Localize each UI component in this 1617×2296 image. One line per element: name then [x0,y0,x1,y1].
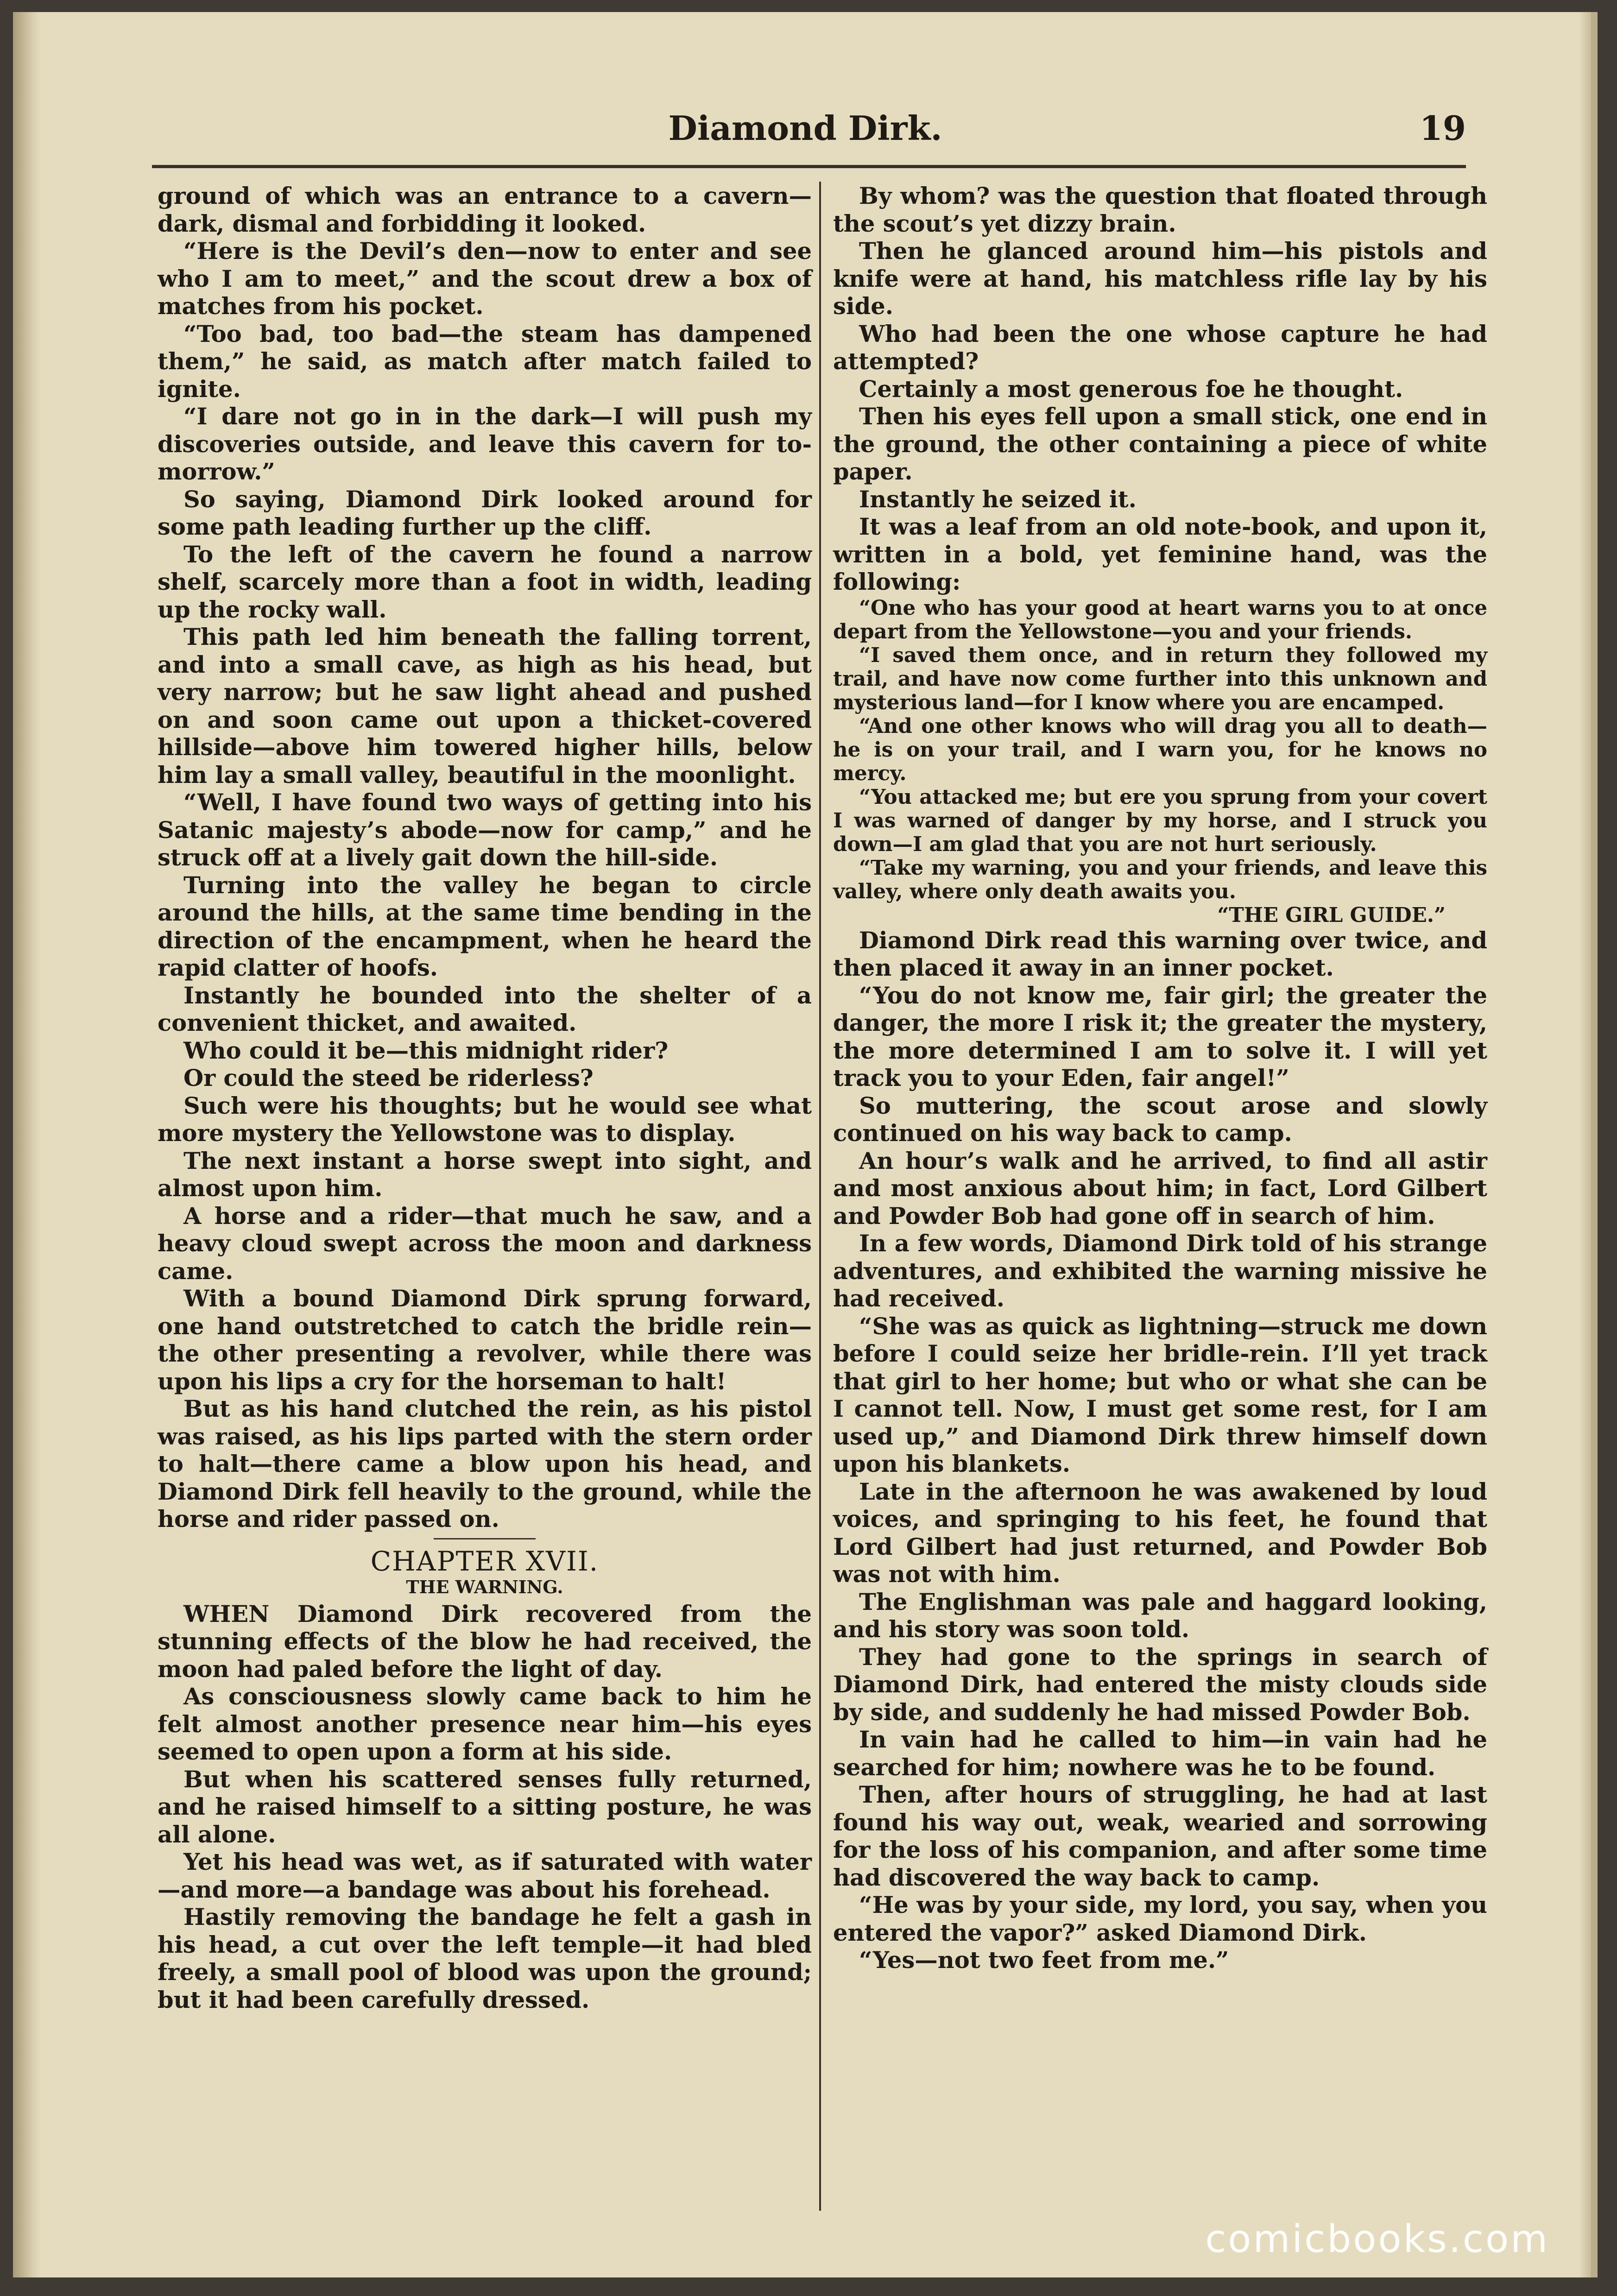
paragraph: In vain had he called to him—in vain had he searched for him; nowhere was he to be found. [833,1726,1487,1781]
paragraph: “He was by your side, my lord, you say, when you entered the vapor?” asked Diamond Dirk. [833,1892,1487,1946]
watermark: comicbooks.com [1205,2217,1549,2261]
paragraph: The next instant a horse swept into sight, and almost upon him. [158,1147,812,1202]
paragraph: This path led him beneath the falling torrent, and into a small cave, as high as his head, but very narrow; but he saw light ahead and pushed on and soon came out upon a thicket-covered hillside—above him towered higher hills, below him lay a small valley, beautiful in the moonlight. [158,624,812,788]
paragraph: ground of which was an entrance to a cavern—dark, dismal and forbidding it looked. [158,183,812,237]
paragraph: So muttering, the scout arose and slowly continued on his way back to camp. [833,1092,1487,1147]
chapter-title: CHAPTER XVII. [370,1545,599,1577]
paragraph: “Well, I have found two ways of getting into his Satanic majesty’s abode—now for camp,” and he struck off at a lively gait down the hill-side. [158,789,812,871]
paragraph: “Too bad, too bad—the steam has dampened them,” he said, as match after match failed to ignite. [158,320,812,403]
paragraph: “And one other knows who will drag you all to death—he is on your trail, and I warn you, for he knows no mercy. [833,714,1487,785]
paragraph: Then, after hours of struggling, he had at last found his way out, weak, wearied and sorrowing for the loss of his companion, and after some time had discovered the way back to camp. [833,1781,1487,1891]
paragraph: “I dare not go in in the dark—I will push my discoveries outside, and leave this cavern for to-morrow.” [158,403,812,485]
paragraph: Late in the afternoon he was awakened by loud voices, and springing to his feet, he found that Lord Gilbert had just returned, and Powder Bob was not with him. [833,1478,1487,1588]
paragraph: “Here is the Devil’s den—now to enter and see who I am to meet,” and the scout drew a box of matches from his pocket. [158,238,812,320]
running-title: Diamond Dirk. [668,108,942,148]
chapter-rule [434,1538,536,1539]
paragraph: “Yes—not two feet from me.” [859,1947,1229,1974]
column-divider [819,182,821,2211]
paragraph: So saying, Diamond Dirk looked around for some path leading further up the cliff. [158,486,812,540]
left-column [158,183,812,2014]
paragraph: “THE GIRL GUIDE.” [1217,903,1446,927]
paragraph: “One who has your good at heart warns you to at once depart from the Yellowstone—you and your friends. [833,596,1487,643]
paragraph: Who had been the one whose capture he had attempted? [833,320,1487,375]
paragraph: Or could the steed be riderless? [183,1065,594,1091]
paragraph: Such were his thoughts; but he would see what more mystery the Yellowstone was to display. [158,1092,812,1147]
chapter-heading [158,1538,812,1598]
paragraph: WHEN Diamond Dirk recovered from the stunning effects of the blow he had received, the moon had paled before the light of day. [158,1600,812,1683]
paragraph: “You attacked me; but ere you sprung from your covert I was warned of danger by my horse, and I struck you down—I am glad that you are not hurt seriously. [833,785,1487,856]
paragraph: In a few words, Diamond Dirk told of his strange adventures, and exhibited the warning missive he had received. [833,1230,1487,1312]
right-paragraphs [833,183,1487,1974]
paragraph: Instantly he seized it. [859,486,1137,513]
paragraph: They had gone to the springs in search of Diamond Dirk, had entered the misty clouds side by side, and suddenly he had missed Powder Bob. [833,1643,1487,1726]
paragraph: Then his eyes fell upon a small stick, one end in the ground, the other containing a piece of white paper. [833,403,1487,485]
paragraph: Then he glanced around him—his pistols and knife were at hand, his matchless rifle lay by his side. [833,238,1487,320]
paragraph: The Englishman was pale and haggard looking, and his story was soon told. [833,1588,1487,1643]
header-rule [152,165,1466,168]
paragraph: But as his hand clutched the rein, as his pistol was raised, as his lips parted with the stern order to halt—there came a blow upon his head, and Diamond Dirk fell heavily to the ground, while the horse and rider passed on. [158,1395,812,1533]
page-edge-shadow [1579,12,1591,2277]
chapter-subtitle: THE WARNING. [406,1576,563,1597]
paragraph: An hour’s walk and he arrived, to find all astir and most anxious about him; in fact, Lord Gilbert and Powder Bob had gone off in search of him. [833,1147,1487,1230]
paragraph: Diamond Dirk read this warning over twice, and then placed it away in an inner pocket. [833,927,1487,981]
page-binding-shadow [13,12,41,2277]
paragraph: A horse and a rider—that much he saw, and a heavy cloud swept across the moon and darkness came. [158,1202,812,1285]
book-page [13,12,1598,2277]
right-column [833,183,1487,1974]
paragraph: Who could it be—this midnight rider? [183,1037,669,1064]
paragraph: By whom? was the question that floated through the scout’s yet dizzy brain. [833,183,1487,237]
paragraph: It was a leaf from an old note-book, and upon it, written in a bold, yet feminine hand, was the following: [833,513,1487,595]
page-number: 19 [1419,108,1466,148]
paragraph: “She was as quick as lightning—struck me down before I could seize her bridle-rein. I’ll yet track that girl to her home; but who or what she can be I cannot tell. Now, I must get some rest, for I am used up,” and Diamond Dirk threw himself down upon his blankets. [833,1312,1487,1477]
paragraph: To the left of the cavern he found a narrow shelf, scarcely more than a foot in width, leading up the rocky wall. [158,541,812,623]
paragraph: As consciousness slowly came back to him he felt almost another presence near him—his eyes seemed to open upon a form at his side. [158,1683,812,1765]
left-paragraphs [158,183,812,1533]
chapter-paragraphs [158,1601,812,2014]
paragraph: Instantly he bounded into the shelter of a convenient thicket, and awaited. [158,982,812,1036]
paragraph: Certainly a most generous foe he thought. [859,375,1403,403]
paragraph: With a bound Diamond Dirk sprung forward, one hand outstretched to catch the bridle rein—the other presenting a revolver, while there was upon his lips a cry for the horseman to halt! [158,1285,812,1395]
paragraph: Turning into the valley he began to circle around the hills, at the same time bending in the direction of the encampment, when he heard the rapid clatter of hoofs. [158,871,812,981]
paragraph: “Take my warning, you and your friends, and leave this valley, where only death awaits you. [833,856,1487,903]
paragraph: “You do not know me, fair girl; the greater the danger, the more I risk it; the greater the mystery, the more determined I am to solve it. I will yet track you to your Eden, fair angel!” [833,982,1487,1091]
paragraph: But when his scattered senses fully returned, and he raised himself to a sitting posture, he was all alone. [158,1766,812,1848]
paragraph: Hastily removing the bandage he felt a gash in his head, a cut over the left temple—it had bled freely, a small pool of blood was upon the ground; but it had been carefully dressed. [158,1904,812,2013]
paragraph: “I saved them once, and in return they followed my trail, and have now come further into this unknown and mysterious land—for I know where you are encamped. [833,643,1487,714]
paragraph: Yet his head was wet, as if saturated with water—and more—a bandage was about his forehead. [158,1848,812,1903]
